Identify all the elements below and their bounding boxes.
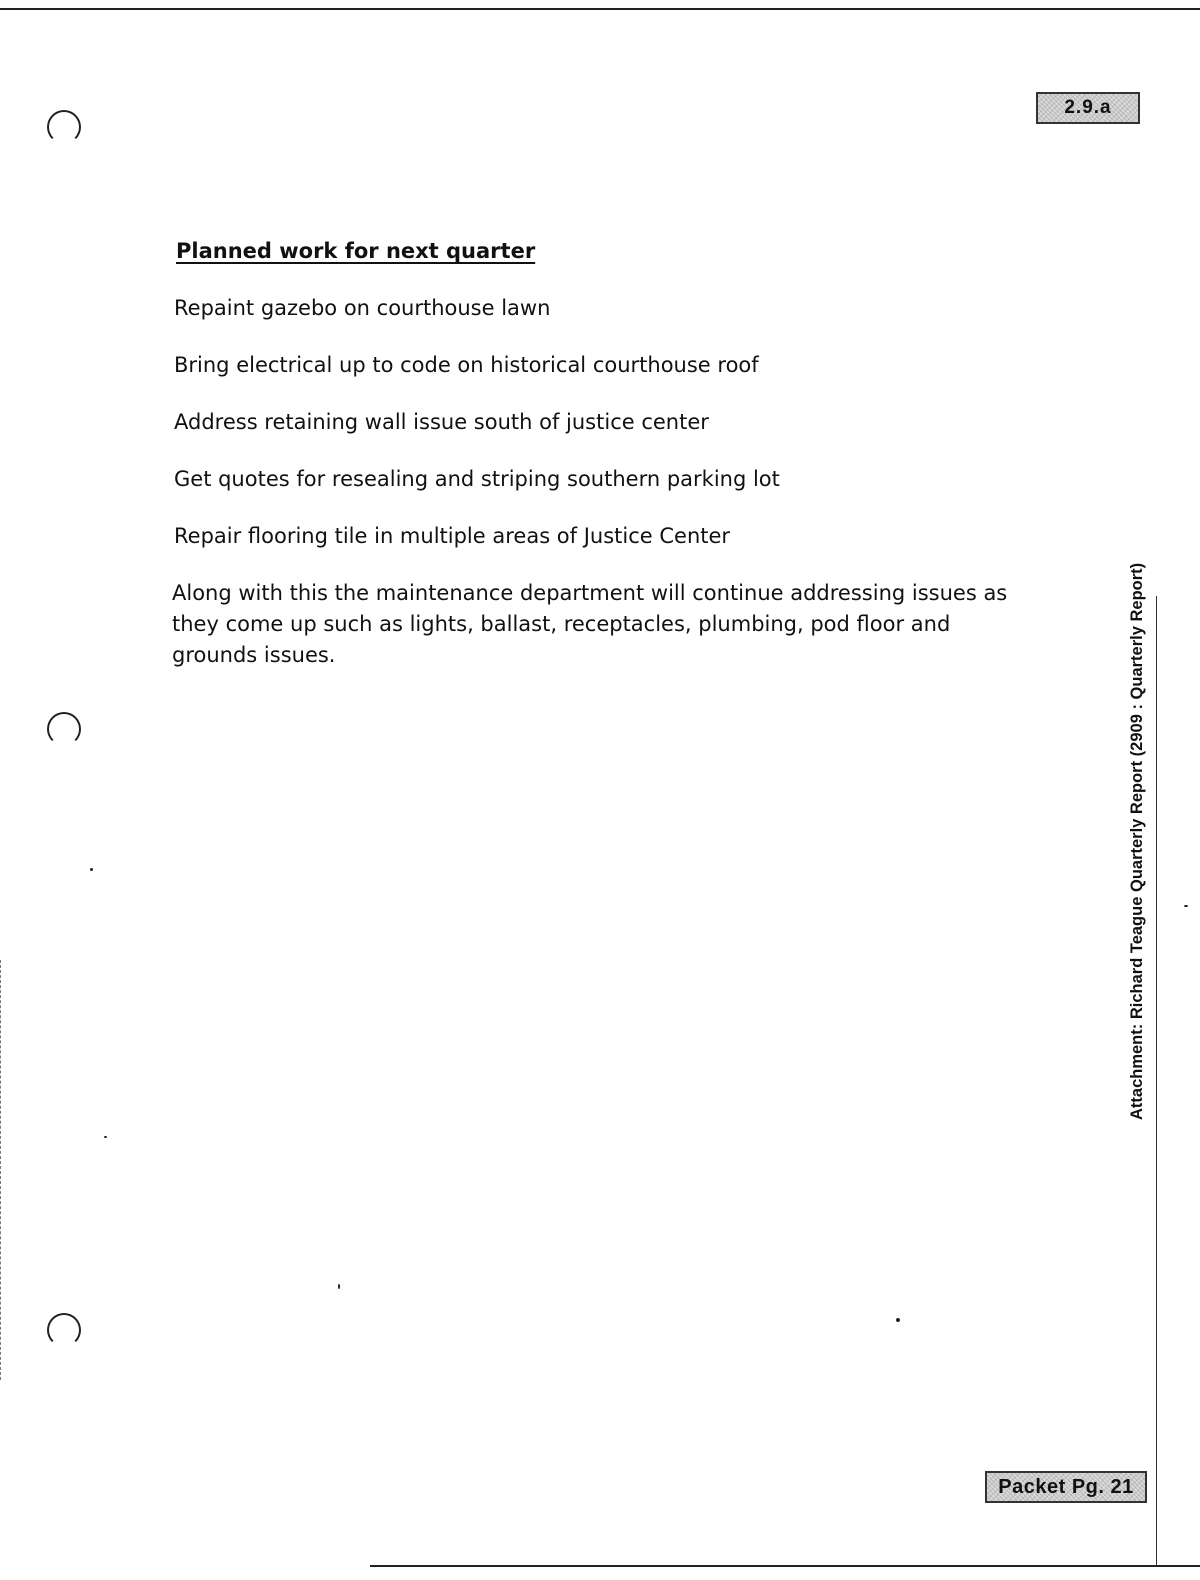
punch-hole-bottom xyxy=(47,1313,81,1347)
scan-speck xyxy=(338,1284,340,1289)
task-item: Repair flooring tile in multiple areas of Justice Center xyxy=(174,524,731,548)
task-item: Get quotes for resealing and striping southern parking lot xyxy=(174,467,780,491)
packet-page-stamp xyxy=(985,1471,1147,1503)
punch-hole-top xyxy=(47,110,81,144)
scan-left-edge xyxy=(0,960,1,1380)
agenda-item-stamp xyxy=(1036,92,1140,124)
packet-page-number: Packet Pg. 21 xyxy=(998,1475,1134,1498)
planned-task-list xyxy=(172,293,1042,552)
scan-bottom-edge xyxy=(370,1565,1200,1567)
task-item: Address retaining wall issue south of justice center xyxy=(174,410,709,434)
scan-speck xyxy=(90,868,93,871)
document-body xyxy=(172,236,1042,671)
task-item: Bring electrical up to code on historical courthouse roof xyxy=(174,353,759,377)
task-item: Repaint gazebo on courthouse lawn xyxy=(174,296,551,320)
punch-hole-middle xyxy=(47,712,81,746)
scan-speck xyxy=(896,1318,900,1322)
scan-right-edge xyxy=(1156,596,1157,1566)
section-heading: Planned work for next quarter xyxy=(176,239,536,263)
scan-speck xyxy=(104,1136,107,1138)
attachment-side-label: Attachment: Richard Teague Quarterly Report (2909 : Quarterly Report) xyxy=(1128,562,1146,1120)
scan-speck xyxy=(1184,905,1188,907)
closing-paragraph: Along with this the maintenance department will continue addressing issues as they come up such as lights, ballast, receptacles, plumbing, pod floor and grounds issues. xyxy=(172,581,1008,667)
agenda-item-code: 2.9.a xyxy=(1064,97,1112,118)
scan-top-edge xyxy=(0,8,1200,10)
